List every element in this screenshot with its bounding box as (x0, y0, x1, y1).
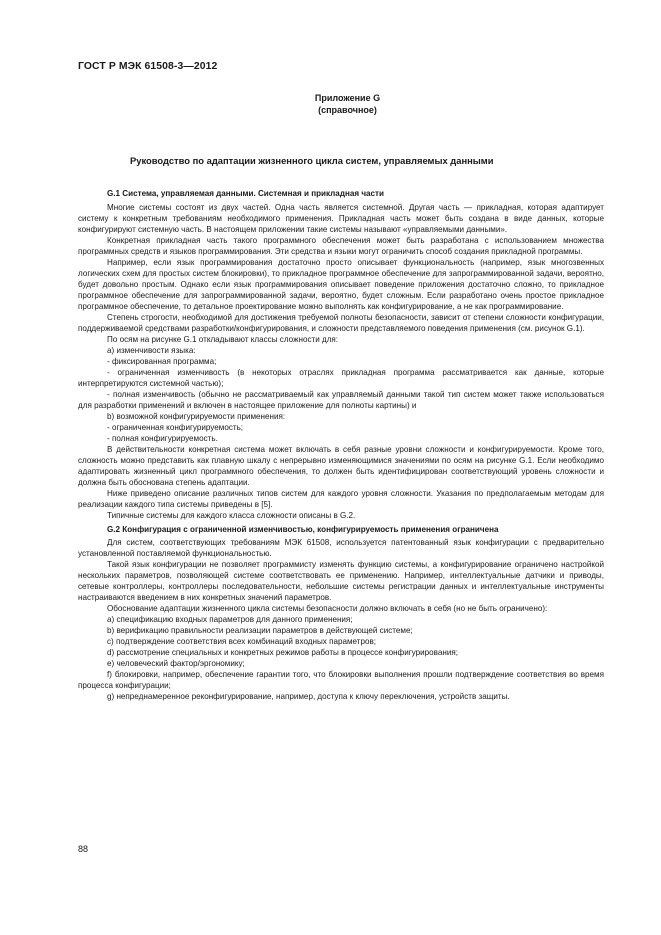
list-item: - ограниченная изменчивость (в некоторых отраслях прикладная программа рассматривается как данные, которые интерпретируются системной частью); (78, 368, 604, 388)
list-item: a) спецификацию входных параметров для данного применения; (107, 615, 353, 624)
paragraph: Многие системы состоят из двух частей. Одна часть является системной. Другая часть — прикладная, которая адаптирует систему к конкретным требованиям необходимого применения. Прикладная часть может быть создана в виде данных, которые конфигурируют системную часть. В настоящем приложении такие системы называют «управляемыми данными». (78, 203, 604, 234)
list-item: - фиксированная программа; (107, 357, 217, 366)
paragraph: Степень строгости, необходимой для достижения требуемой полноты безопасности, зависит от степени сложности конфигурации, поддерживаемой средствами разработки/конфигурирования, и сложности представляемого поведения применения (см. рисунок G.1). (78, 313, 604, 333)
list-item: f) блокировки, например, обеспечение гарантии того, что блокировки выполнения прошли подтверждение соответствия во время процесса конфигурации; (78, 670, 604, 690)
paragraph: Такой язык конфигурации не позволяет программисту изменять функцию системы, а конфигурирование ограничено настройкой нескольких параметров, позволяющей системе соответствовать ее применению. Например, интеллектуальные датчики и приводы, сетевые контроллеры, контроллеры последовательности, небольшие системы регистрации данных и интеллектуальные инструменты настраиваются введением в них конкретных значений параметров. (78, 560, 604, 602)
list-item: - ограниченная конфигурируемость; (107, 423, 244, 432)
list-item: d) рассмотрение специальных и конкретных режимов работы в процессе конфигурирования; (107, 648, 458, 657)
list-item: b) возможной конфигурируемости применения: (107, 412, 286, 421)
paragraph: Ниже приведено описание различных типов систем для каждого уровня сложности. Указания по предполагаемым методам для реализации каждого типа системы приведены в [5]. (78, 489, 604, 509)
document-title: Руководство по адаптации жизненного цикла систем, управляемых данными (130, 155, 494, 166)
paragraph: Типичные системы для каждого класса сложности описаны в G.2. (107, 511, 356, 520)
list-item: e) человеческий фактор/эргономику; (107, 659, 245, 668)
list-item: c) подтверждение соответствия всех комбинаций входных параметров; (107, 637, 377, 646)
paragraph: По осям на рисунке G.1 откладывают классы сложности для: (107, 335, 339, 344)
list-item: - полная изменчивость (обычно не рассматриваемый как управляемый данными такой тип систем может также использоваться для разработки применений и включен в настоящее приложение для полноты картины) и (78, 390, 604, 410)
appendix-note: (справочное) (318, 105, 377, 115)
paragraph: Для систем, соответствующих требованиям МЭК 61508, используется патентованный язык конфигурации с предварительно установленной поставляемой функциональностью. (78, 538, 604, 558)
paragraph: В действительности конкретная система может включать в себя разные уровни сложности и конфигурируемости. Кроме того, сложность можно представить как плавную шкалу с непрерывно изменяющимися значениями по осям на рисунке G.1. Если необходимо адаптировать жизненный цикл программного обеспечения, то должен быть идентифицирован соответствующий уровень сложности и должна быть обоснована степень адаптации. (78, 445, 604, 487)
section-heading-g2: G.2 Конфигурация с ограниченной изменчивостью, конфигурируемость применения ограничена (107, 525, 499, 534)
appendix-title: Приложение G (314, 93, 381, 103)
paragraph: Например, если язык программирования достаточно просто описывает функциональность (например, язык многозвенных логических схем для простых систем блокировки), то прикладное программное обеспечение для запрограммированной задачи, вероятно, будет довольно простым. Однако если язык программирования описывает поведение приложения достаточно сложно, то прикладное программное обеспечение для запрограммированной задачи, вероятно, будет сложным. Если разработано очень простое прикладное программное обеспечение, то детальное проектирование можно выполнять как конфигурирование, а не как программирование. (78, 258, 604, 311)
list-item: а) изменчивости языка: (107, 346, 196, 355)
list-item: g) непреднамеренное реконфигурирование, например, доступа к ключу переключения, устройств защиты. (107, 692, 510, 701)
page-number: 88 (78, 844, 89, 854)
section-heading-g1: G.1 Система, управляемая данными. Системная и прикладная части (107, 189, 384, 198)
paragraph: Конкретная прикладная часть такого программного обеспечения может быть разработана с использованием множества программных средств и языков программирования. Эти средства и языки могут ограничить способ создания прикладной программы. (78, 236, 604, 256)
standard-header: ГОСТ Р МЭК 61508-3—2012 (78, 61, 218, 72)
document-body (78, 184, 604, 702)
list-item: - полная конфигурируемость. (107, 434, 218, 443)
paragraph: Обоснование адаптации жизненного цикла системы безопасности должно включать в себя (но не быть ограничено): (107, 604, 548, 613)
list-item: b) верификацию правильности реализации параметров в действующей системе; (107, 626, 413, 635)
